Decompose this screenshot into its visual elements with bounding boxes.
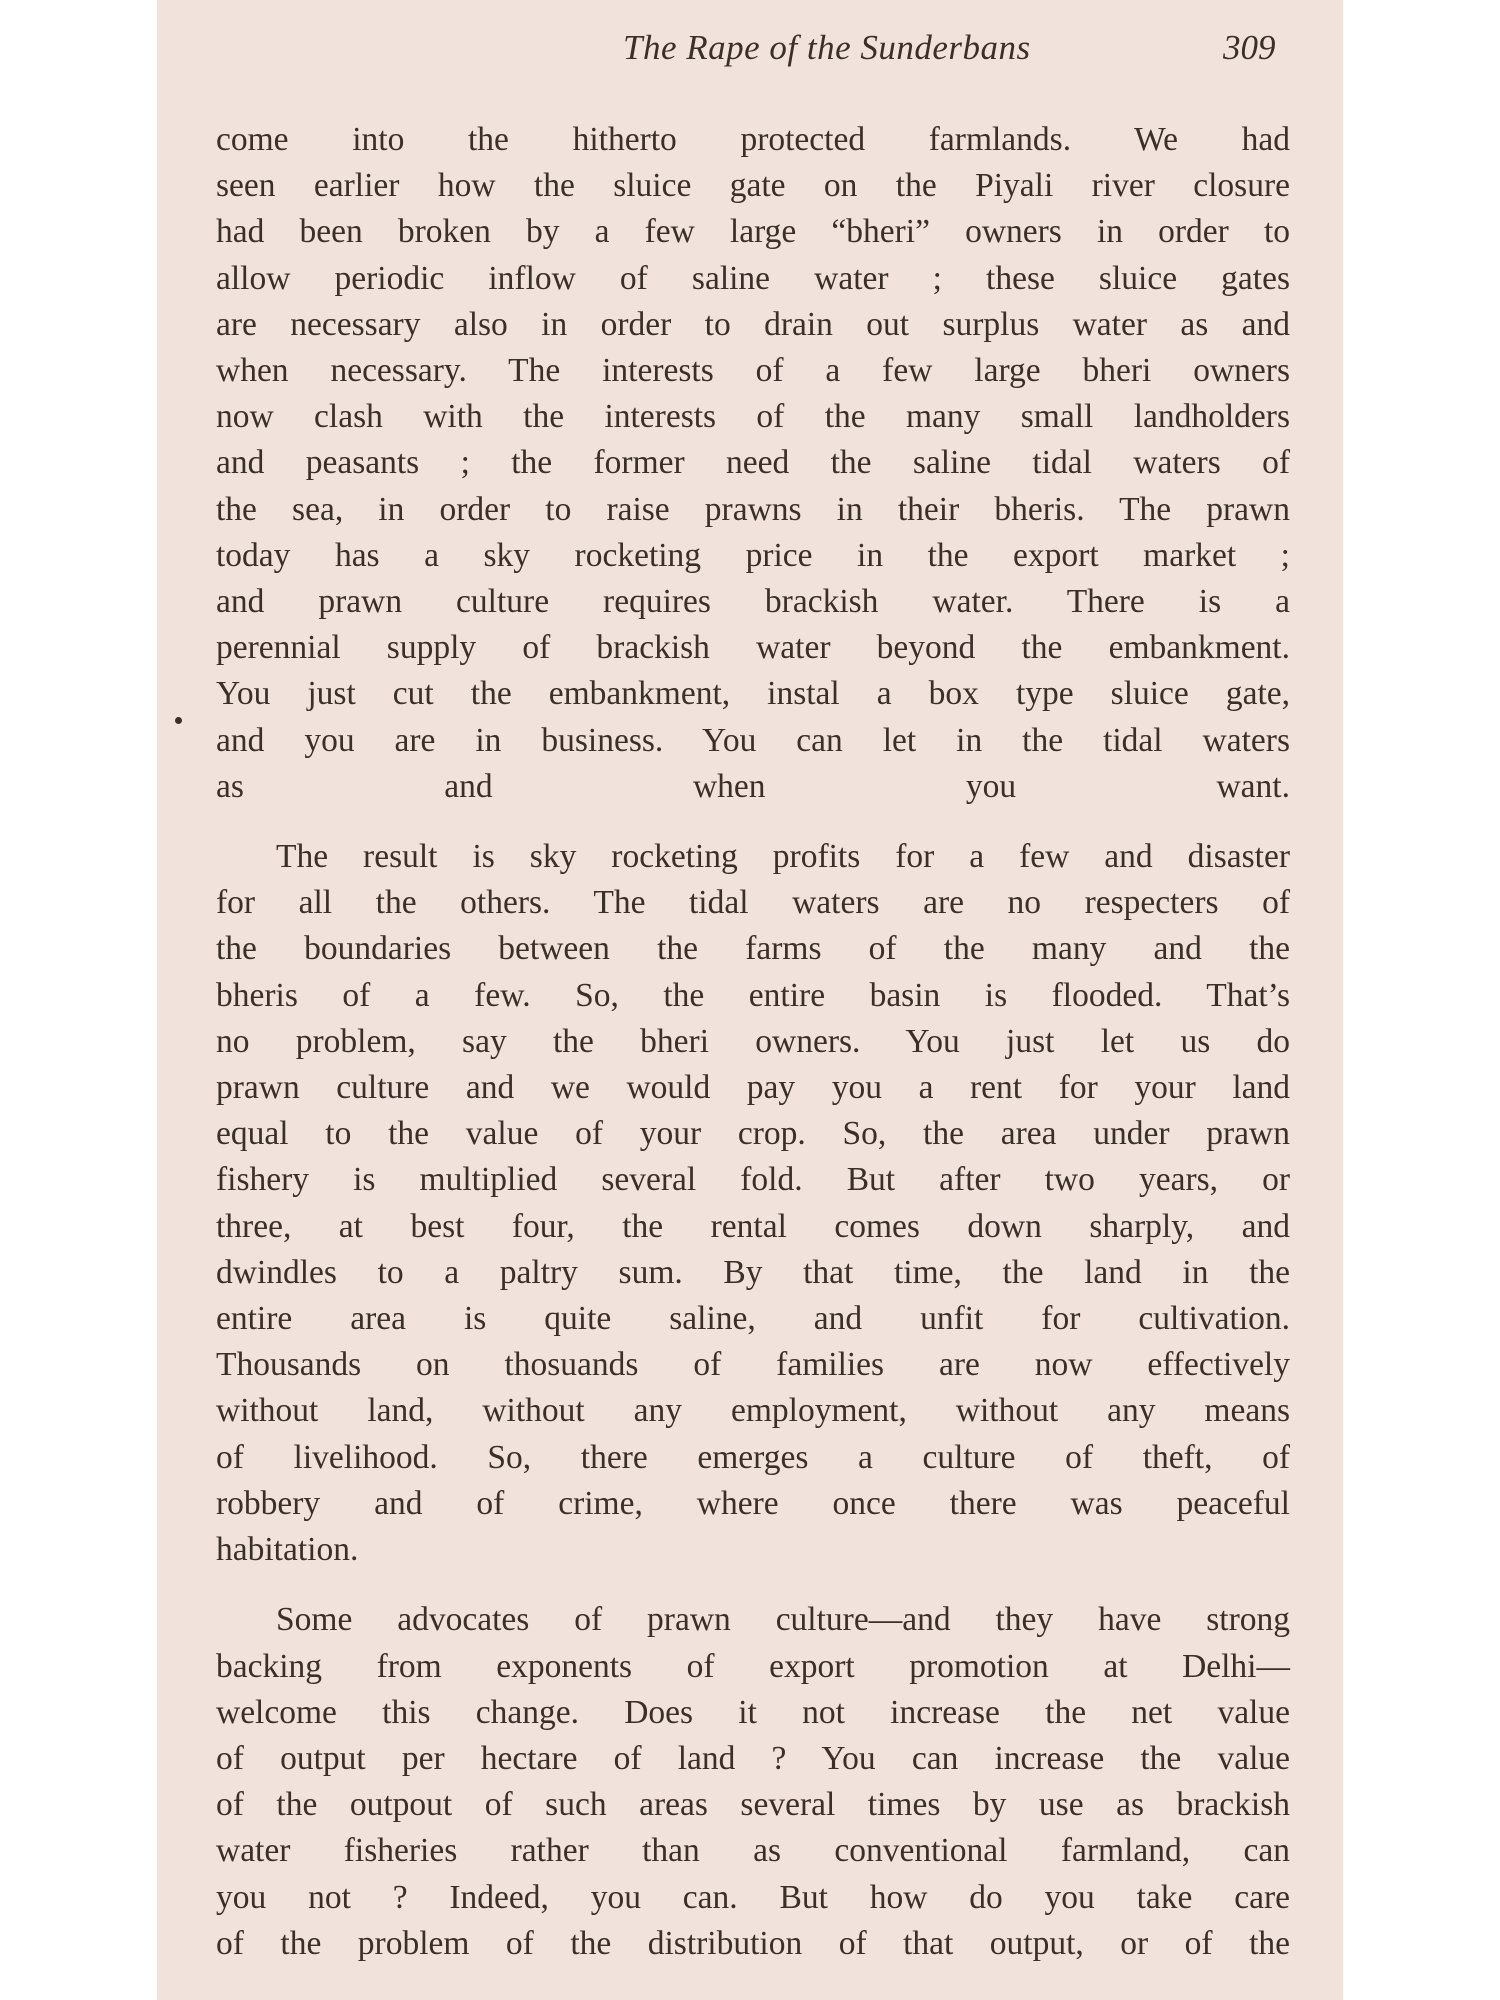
running-title: The Rape of the Sunderbans — [623, 28, 1031, 67]
paragraph-1 — [216, 117, 1290, 810]
text-line: and prawn culture requires brackish water. There is a — [216, 583, 1290, 621]
margin-dot-mark — [175, 717, 182, 724]
paragraph-2 — [216, 834, 1290, 1573]
text-line: fishery is multiplied several fold. But after two years, or — [216, 1161, 1290, 1199]
book-page — [157, 0, 1343, 2000]
text-line: dwindles to a paltry sum. By that time, the land in the — [216, 1253, 1290, 1291]
text-line: when necessary. The interests of a few large bheri owners — [216, 352, 1290, 390]
text-line: you not ? Indeed, you can. But how do you take care — [216, 1878, 1290, 1916]
text-line: as and when you want. — [216, 767, 1290, 805]
text-line: robbery and of crime, where once there was peaceful — [216, 1484, 1290, 1522]
text-line: and peasants ; the former need the saline tidal waters of — [216, 444, 1290, 482]
text-line: Thousands on thosuands of families are now effectively — [216, 1346, 1290, 1384]
text-line: The result is sky rocketing profits for a few and disaster — [276, 838, 1290, 876]
text-line: equal to the value of your crop. So, the area under prawn — [216, 1115, 1290, 1153]
text-line: of livelihood. So, there emerges a culture of theft, of — [216, 1438, 1290, 1476]
text-line: the boundaries between the farms of the many and the — [216, 930, 1290, 968]
text-line: for all the others. The tidal waters are no respecters of — [216, 884, 1290, 922]
text-line: without land, without any employment, without any means — [216, 1392, 1290, 1430]
paragraph-3 — [216, 1597, 1290, 1967]
text-line: water fisheries rather than as conventional farmland, can — [216, 1832, 1290, 1870]
text-line: allow periodic inflow of saline water ; these sluice gates — [216, 259, 1290, 297]
text-line: and you are in business. You can let in the tidal waters — [216, 721, 1290, 759]
text-line: entire area is quite saline, and unfit for cultivation. — [216, 1300, 1290, 1338]
text-line: the sea, in order to raise prawns in their bheris. The prawn — [216, 490, 1290, 528]
text-line: today has a sky rocketing price in the export market ; — [216, 536, 1290, 574]
body-text — [216, 117, 1290, 1967]
text-line: seen earlier how the sluice gate on the Piyali river closure — [216, 167, 1290, 205]
text-line: now clash with the interests of the many small landholders — [216, 398, 1290, 436]
text-line: You just cut the embankment, instal a box type sluice gate, — [216, 675, 1290, 713]
paragraph-gap — [216, 810, 1290, 834]
text-line: habitation. — [216, 1531, 359, 1569]
text-line: prawn culture and we would pay you a rent for your land — [216, 1069, 1290, 1107]
text-line: of the outpout of such areas several times by use as brackish — [216, 1786, 1290, 1824]
text-line: three, at best four, the rental comes down sharply, and — [216, 1207, 1290, 1245]
text-line: bheris of a few. So, the entire basin is flooded. That’s — [216, 976, 1290, 1014]
text-line: perennial supply of brackish water beyond the embankment. — [216, 629, 1290, 667]
text-line: are necessary also in order to drain out surplus water as and — [216, 305, 1290, 343]
text-line: Some advocates of prawn culture—and they have strong — [276, 1601, 1290, 1639]
page-header — [157, 28, 1343, 72]
page-number: 309 — [1223, 28, 1276, 67]
text-line: come into the hitherto protected farmlands. We had — [216, 121, 1290, 158]
text-line: welcome this change. Does it not increase the net value — [216, 1693, 1290, 1731]
text-line: backing from exponents of export promotion at Delhi— — [216, 1647, 1290, 1685]
paragraph-gap — [216, 1573, 1290, 1597]
text-line: no problem, say the bheri owners. You just let us do — [216, 1022, 1290, 1060]
text-line: of output per hectare of land ? You can increase the value — [216, 1739, 1290, 1777]
text-line: of the problem of the distribution of that output, or of the — [216, 1924, 1290, 1962]
text-line: had been broken by a few large “bheri” owners in order to — [216, 213, 1290, 251]
